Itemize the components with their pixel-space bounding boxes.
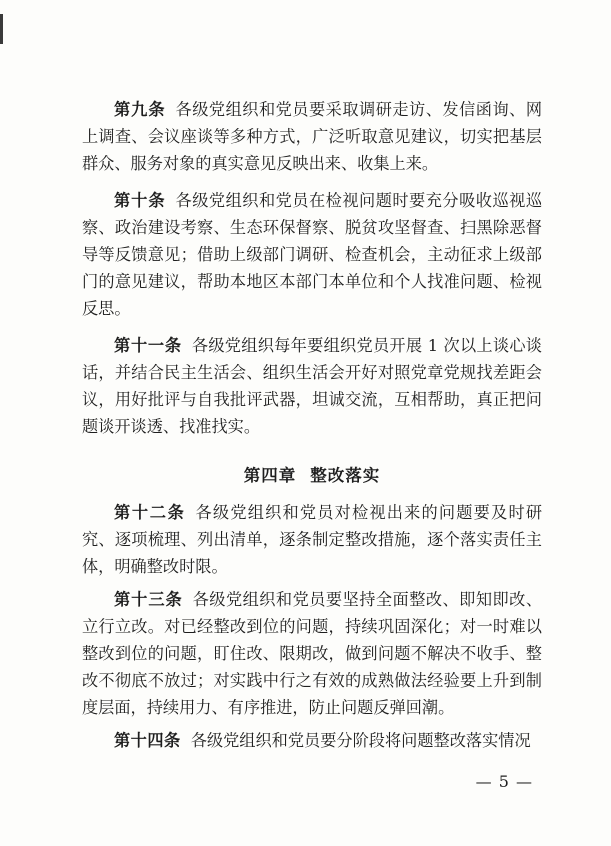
article-label: 第十二条 [114, 503, 186, 522]
article-label: 第十四条 [114, 731, 181, 750]
article-12 [82, 499, 542, 580]
article-text: 各级党组织和党员要分阶段将问题整改落实情况 [190, 731, 531, 750]
article-text: 各级党组织每年要组织党员开展 1 次以上谈心谈话，并结合民主生活会、组织生活会开好对照党章党规找差距会议，用好批评与自我批评武器，坦诚交流，互相帮助，真正把问题谈开谈透、找准找实。 [82, 336, 542, 436]
document-body [82, 96, 542, 760]
chapter-heading [82, 462, 542, 489]
article-text: 各级党组织和党员要坚持全面整改、即知即改、立行立改。对已经整改到位的问题，持续巩固深化；对一时难以整改到位的问题，盯住改、限期改，做到问题不解决不收手、整改不彻底不放过；对实践中行之有效的成熟做法经验要上升到制度层面，持续用力、有序推进，防止问题反弹回潮。 [82, 590, 543, 717]
article-13 [82, 586, 542, 721]
page-number: — 5 — [475, 772, 533, 791]
article-label: 第十条 [114, 191, 166, 210]
article-label: 第九条 [114, 100, 166, 119]
article-9 [82, 96, 542, 177]
article-text: 各级党组织和党员对检视出来的问题要及时研究、逐项梳理、列出清单，逐条制定整改措施，逐个落实责任主体，明确整改时限。 [82, 503, 543, 576]
article-label: 第十三条 [114, 590, 183, 609]
article-text: 各级党组织和党员要采取调研走访、发信函询、网上调查、会议座谈等多种方式，广泛听取意见建议，切实把基层群众、服务对象的真实意见反映出来、收集上来。 [82, 100, 543, 173]
chapter-title: 整改落实 [310, 466, 381, 485]
article-label: 第十一条 [114, 336, 182, 355]
article-11 [82, 332, 542, 440]
chapter-number: 第四章 [243, 466, 297, 485]
binding-edge-mark [0, 14, 3, 44]
article-10 [82, 187, 542, 322]
article-text: 各级党组织和党员在检视问题时要充分吸收巡视巡察、政治建设考察、生态环保督察、脱贫攻坚督查、扫黑除恶督导等反馈意见；借助上级部门调研、检查机会，主动征求上级部门的意见建议，帮助本地区本部门本单位和个人找准问题、检视反思。 [82, 191, 543, 318]
article-14 [82, 727, 542, 754]
